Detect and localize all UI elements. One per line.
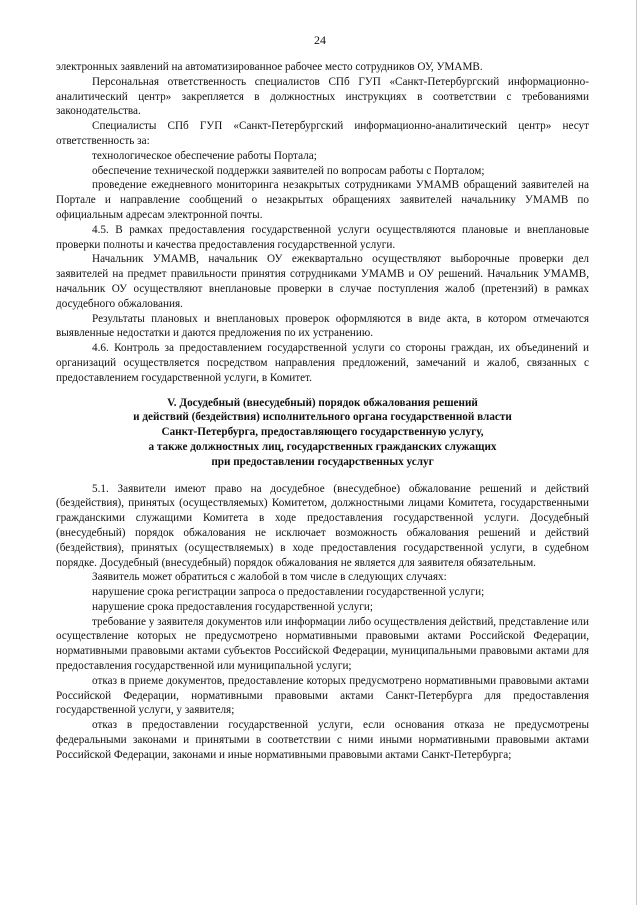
list-item: нарушение срока регистрации запроса о предоставлении государственной услуги; <box>92 586 485 599</box>
section-heading-line: а также должностных лиц, государственных гражданских служащих <box>148 440 497 453</box>
document-body <box>56 60 589 763</box>
paragraph: Персональная ответственность специалистов СПб ГУП «Санкт-Петербургский информационно-аналитический центр» закрепляется в должностных инструкциях в соответствии с требованиями законодательства. <box>56 75 589 118</box>
list-item: отказ в приеме документов, предоставление которых предусмотрено нормативными правовыми актами Российской Федерации, нормативными правовыми актами Санкт-Петербурга для предоставления государственной услуги, у заявителя; <box>56 674 589 717</box>
paragraph: Результаты плановых и внеплановых проверок оформляются в виде акта, в котором отмечаются выявленные недостатки и даются предложения по их устранению. <box>56 312 589 340</box>
list-item: требование у заявителя документов или информации либо осуществления действий, представление или осуществление которых не предусмотрено нормативными правовыми актами Российской Федерации, нормативными правовыми актами субъектов Российской Федерации, муниципальными правовыми актами для предоставления государственной или муниципальной услуги; <box>56 615 589 673</box>
section-heading-line: и действий (бездействия) исполнительного органа государственной власти <box>133 411 512 424</box>
paragraph: Специалисты СПб ГУП «Санкт-Петербургский информационно-аналитический центр» несут ответственность за: <box>56 120 589 147</box>
paragraph: 4.6. Контроль за предоставлением государственной услуги со стороны граждан, их объединений и организаций осуществляется посредством направления предложений, замечаний и жалоб, связанных с предоставлением государственной услуги, в Комитет. <box>56 342 589 384</box>
list-item: обеспечение технической поддержки заявителей по вопросам работы с Порталом; <box>92 164 485 177</box>
list-item: нарушение срока предоставления государственной услуги; <box>92 600 373 613</box>
section-heading-line: при предоставлении государственных услуг <box>211 455 434 468</box>
list-item: технологическое обеспечение работы Портала; <box>92 149 317 162</box>
page-edge-line <box>636 0 637 905</box>
paragraph: электронных заявлений на автоматизированное рабочее место сотрудников ОУ, УМАМВ. <box>56 61 483 73</box>
list-item: проведение ежедневного мониторинга незакрытых сотрудниками УМАМВ обращений заявителей на Портале и направление сообщений о незакрытых обращениях заявителей начальнику УМАМВ по официальным адресам электронной почты. <box>56 179 589 221</box>
section-heading-line: V. Досудебный (внесудебный) порядок обжалования решений <box>167 396 478 409</box>
paragraph: Заявитель может обратиться с жалобой в том числе в следующих случаях: <box>92 571 447 584</box>
section-heading-line: Санкт-Петербурга, предоставляющего государственную услугу, <box>161 426 484 439</box>
section-heading <box>56 396 589 470</box>
paragraph: Начальник УМАМВ, начальник ОУ ежеквартально осуществляют выборочные проверки дел заявителей на предмет правильности принятия сотрудниками УМАМВ и ОУ решений. Начальник УМАМВ, начальник ОУ осуществляют внеплановые проверки в случае поступления жалоб (претензий) в рамках досудебного обжалования. <box>56 253 589 310</box>
paragraph: 4.5. В рамках предоставления государственной услуги осуществляются плановые и внеплановые проверки полноты и качества предоставления государственной услуги. <box>56 223 589 251</box>
list-item: отказ в предоставлении государственной услуги, если основания отказа не предусмотрены федеральными законами и принятыми в соответствии с ними иными нормативными правовыми актами Российской Федерации, законами и иные нормативными правовыми актами Санкт-Петербурга; <box>56 719 589 761</box>
page-number: 24 <box>314 33 326 47</box>
paragraph: 5.1. Заявители имеют право на досудебное (внесудебное) обжалование решений и действий (бездействия), принятых (осуществляемых) Комитетом, должностными лицами Комитета, государственными гражданскими служащими Комитета в ходе предоставления государственной услуги. Досудебный (внесудебный) порядок обжалования не исключает возможность обжалования решений и действий (бездействия), принятых (осуществляемых) в ходе предоставления государственной услуги, в судебном порядке. Досудебный (внесудебный) порядок обжалования не является для заявителя обязательным. <box>56 482 589 569</box>
